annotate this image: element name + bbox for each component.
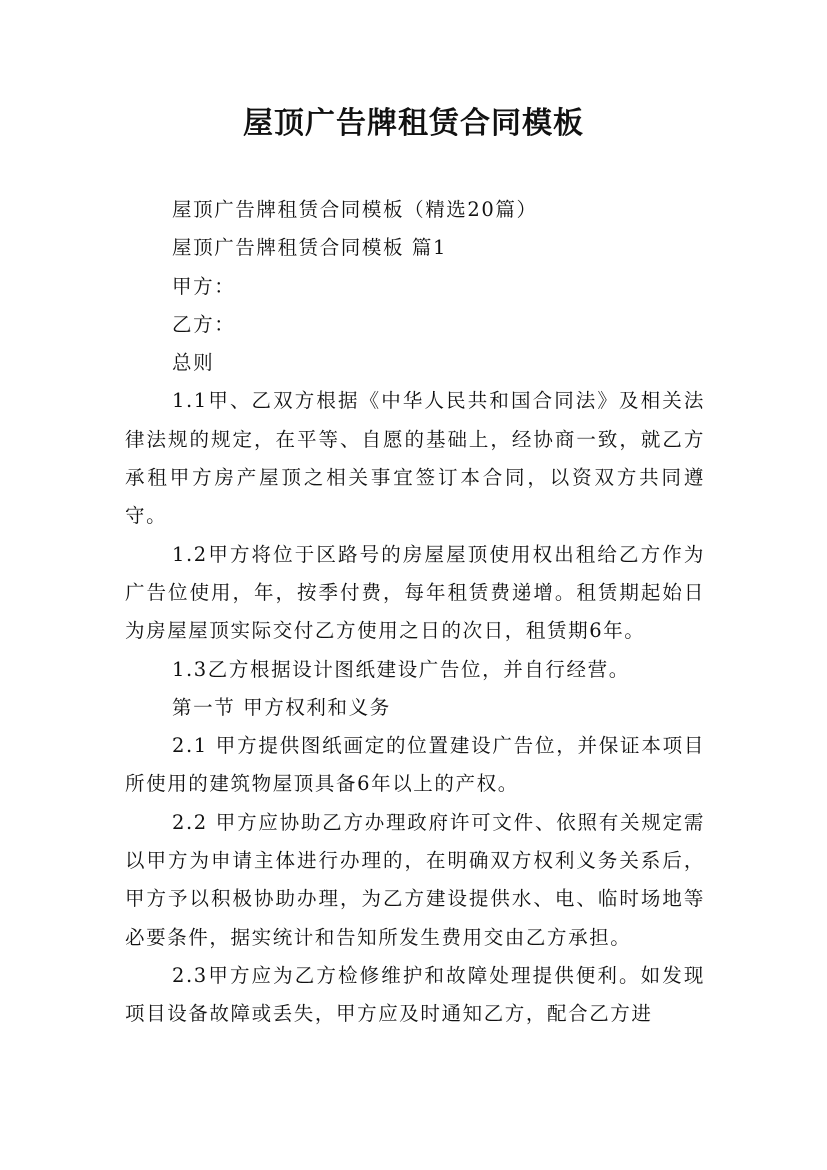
clause-1-3: 1.3乙方根据设计图纸建设广告位，并自行经营。 <box>172 657 630 681</box>
clause-1-1: 1.1甲、乙双方根据《中华人民共和国合同法》及相关法律法规的规定，在平等、自愿的基础上，经协商一致，就乙方承租甲方房产屋顶之相关事宜签订本合同，以资双方共同遵守。 <box>125 389 705 528</box>
section-heading: 屋顶广告牌租赁合同模板 篇1 <box>172 236 448 260</box>
general-provisions-heading: 总则 <box>172 351 215 375</box>
clause-2-1: 2.1 甲方提供图纸画定的位置建设广告位，并保证本项目所使用的建筑物屋顶具备6年以上的产权。 <box>125 734 705 796</box>
clause-1-2: 1.2甲方将位于区路号的房屋屋顶使用权出租给乙方作为广告位使用，年，按季付费，每年租赁费递增。租赁期起始日为房屋屋顶实际交付乙方使用之日的次日，租赁期6年。 <box>125 542 705 643</box>
document-body <box>125 191 705 1034</box>
document-title: 屋顶广告牌租赁合同模板 <box>243 106 584 141</box>
clause-2-2: 2.2 甲方应协助乙方办理政府许可文件、依照有关规定需以甲方为申请主体进行办理的，在明确双方权利义务关系后，甲方予以积极协助办理，为乙方建设提供水、电、临时场地等必要条件，据实统计和告知所发生费用交由乙方承担。 <box>125 810 705 949</box>
subtitle-paragraph: 屋顶广告牌租赁合同模板（精选20篇） <box>172 198 538 221</box>
clause-2-3: 2.3甲方应为乙方检修维护和故障处理提供便利。如发现项目设备故障或丢失，甲方应及时通知乙方，配合乙方进 <box>125 963 705 1026</box>
party-a-line: 甲方： <box>172 274 236 298</box>
party-b-line: 乙方： <box>172 312 236 336</box>
section-1-heading: 第一节 甲方权利和义务 <box>172 695 391 719</box>
